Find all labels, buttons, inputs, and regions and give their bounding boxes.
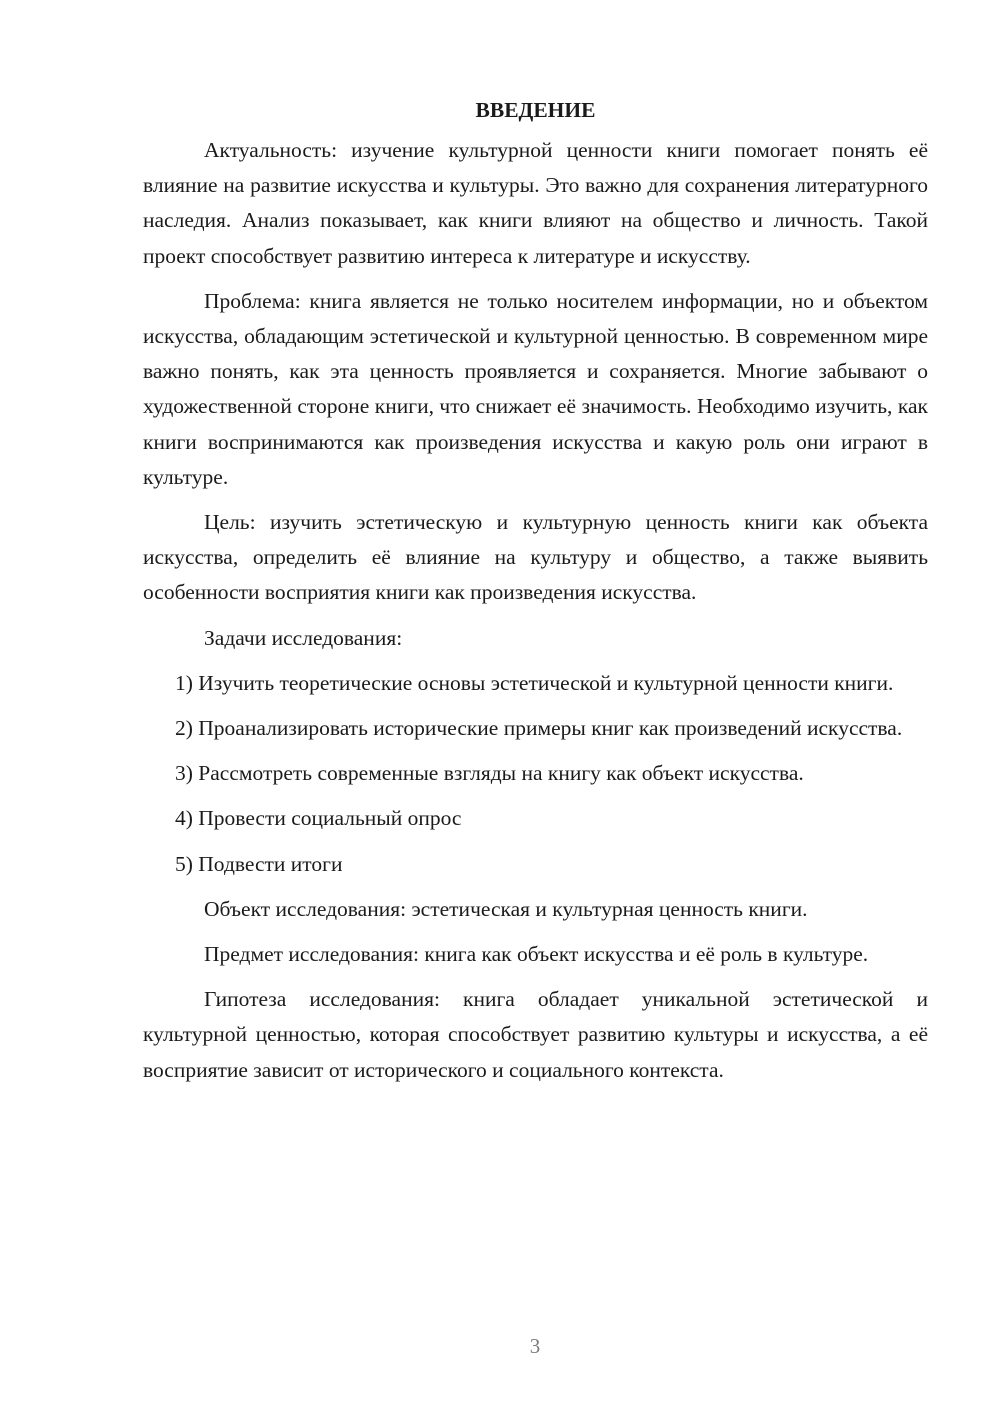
task-item-1: 1) Изучить теоретические основы эстетической и культурной ценности книги. xyxy=(175,670,894,695)
tasks-heading: Задачи исследования: xyxy=(204,625,403,650)
task-item-2: 2) Проанализировать исторические примеры книг как произведений искусства. xyxy=(175,716,903,741)
problem-paragraph: Проблема: книга является не только носителем информации, но и объектом искусства, обладающим эстетической и культурной ценностью. В современном мире важно понять, как эта ценность проявляется и сохраняется. Многие забывают о художественной стороне книги, что снижает её значимость. Необходимо изучить, как книги воспринимаются как произведения искусства и какую роль они играют в культуре. xyxy=(143,288,928,489)
task-item-4: 4) Провести социальный опрос xyxy=(175,806,462,831)
hypothesis-paragraph: Гипотеза исследования: книга обладает уникальной эстетической и культурной ценностью, которая способствует развитию культуры и искусства, а её восприятие зависит от исторического и социального контекста. xyxy=(143,987,928,1082)
document-page xyxy=(143,94,928,1098)
goal-paragraph: Цель: изучить эстетическую и культурную ценность книги как объекта искусства, определить её влияние на культуру и общество, а также выявить особенности восприятия книги как произведения искусства. xyxy=(143,510,928,605)
section-title: ВВЕДЕНИЕ xyxy=(475,98,596,122)
subject-paragraph: Предмет исследования: книга как объект искусства и её роль в культуре. xyxy=(204,942,869,967)
task-item-5: 5) Подвести итоги xyxy=(175,851,343,876)
page-number: 3 xyxy=(529,1334,541,1358)
relevance-paragraph: Актуальность: изучение культурной ценности книги помогает понять её влияние на развитие искусства и культуры. Это важно для сохранения литературного наследия. Анализ показывает, как книги влияют на общество и личность. Такой проект способствует развитию интереса к литературе и искусству. xyxy=(143,138,928,268)
task-item-3: 3) Рассмотреть современные взгляды на книгу как объект искусства. xyxy=(175,761,804,786)
object-paragraph: Объект исследования: эстетическая и культурная ценность книги. xyxy=(204,896,808,921)
